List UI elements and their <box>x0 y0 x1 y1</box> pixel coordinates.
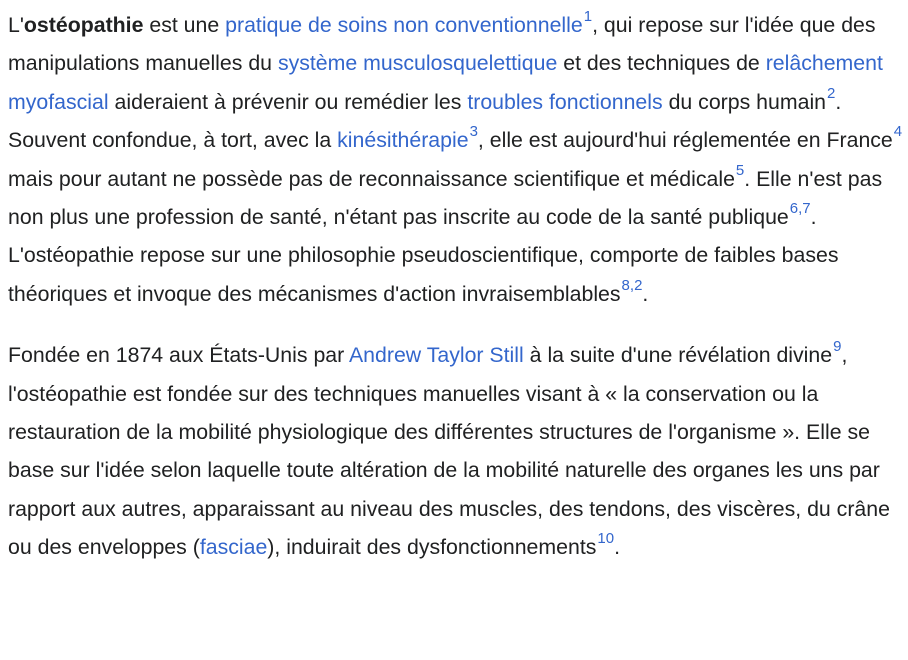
link-kinesitherapie[interactable]: kinésithérapie <box>337 128 469 153</box>
ref-link-4[interactable]: 4 <box>893 123 903 141</box>
ref-link-6[interactable]: 6 <box>789 200 799 218</box>
ref-link-3[interactable]: 3 <box>469 123 478 141</box>
ref-link-7[interactable]: 7 <box>802 200 811 218</box>
link-relachement-myofascial[interactable]: relâchement myofascial <box>8 51 883 114</box>
article-body <box>8 6 906 567</box>
ref-link-9[interactable]: 9 <box>833 338 842 356</box>
text: . <box>614 535 620 560</box>
link-systeme-musculosquelettique[interactable]: système musculosquelettique <box>277 51 558 76</box>
text: . <box>642 281 649 306</box>
text: . L'ostéopathie repose sur une philosophie pseudoscientifique, comporte de faibles bases théoriques et invoque des mécanismes d'action invraisemblables <box>8 205 839 306</box>
paragraph-2 <box>8 336 906 566</box>
ref-separator: , <box>798 200 803 218</box>
text: L' <box>8 13 24 37</box>
ref-link-1[interactable]: 1 <box>583 8 593 25</box>
text: mais pour autant ne possède pas de reconnaissance scientifique et médicale <box>8 166 735 191</box>
article-subject-bold: ostéopathie <box>23 13 144 37</box>
paragraph-1 <box>8 6 906 313</box>
text: Fondée en 1874 aux États-Unis par <box>8 343 349 368</box>
link-fasciae[interactable]: fasciae <box>199 535 268 560</box>
text: est une <box>143 13 226 37</box>
ref-link-8[interactable]: 8 <box>621 276 630 294</box>
link-pratique-de-soins[interactable]: pratique de soins non conventionnelle <box>225 13 583 37</box>
text: , l'ostéopathie est fondée sur des techniques manuelles visant à « la conservation ou la restauration de la mobilité physiologique des différentes structures de l'organisme ». Elle se base sur l'idée selon laquelle toute altération de la mobilité naturelle des organes les uns par rapport aux autres, apparaissant au niveau des muscles, des tendons, des viscères, du crâne ou des enveloppes ( <box>8 343 890 560</box>
ref-group-6-7 <box>790 200 811 217</box>
text: . Souvent confondue, à tort, avec la <box>8 89 842 153</box>
ref-separator: , <box>629 276 635 294</box>
text: ), induirait des dysfonctionnements <box>267 535 597 560</box>
link-troubles-fonctionnels[interactable]: troubles fonctionnels <box>467 89 663 114</box>
text: , elle est aujourd'hui réglementée en France <box>477 128 893 153</box>
ref-link-5[interactable]: 5 <box>735 161 745 179</box>
text: à la suite d'une révélation divine <box>523 343 833 368</box>
text: , qui repose sur l'idée que des manipulations manuelles du <box>8 13 876 76</box>
ref-link-2[interactable]: 2 <box>827 84 836 102</box>
text: et des techniques de <box>557 51 766 76</box>
ref-group-8-2 <box>622 277 643 294</box>
text: aideraient à prévenir ou remédier les <box>108 89 468 114</box>
ref-link-2b[interactable]: 2 <box>634 276 643 294</box>
text: . Elle n'est pas non plus une profession de santé, n'étant pas inscrite au code de la santé publique <box>8 166 883 230</box>
link-andrew-taylor-still[interactable]: Andrew Taylor Still <box>348 343 524 368</box>
ref-link-10[interactable]: 10 <box>597 530 615 548</box>
text: du corps humain <box>662 89 827 114</box>
